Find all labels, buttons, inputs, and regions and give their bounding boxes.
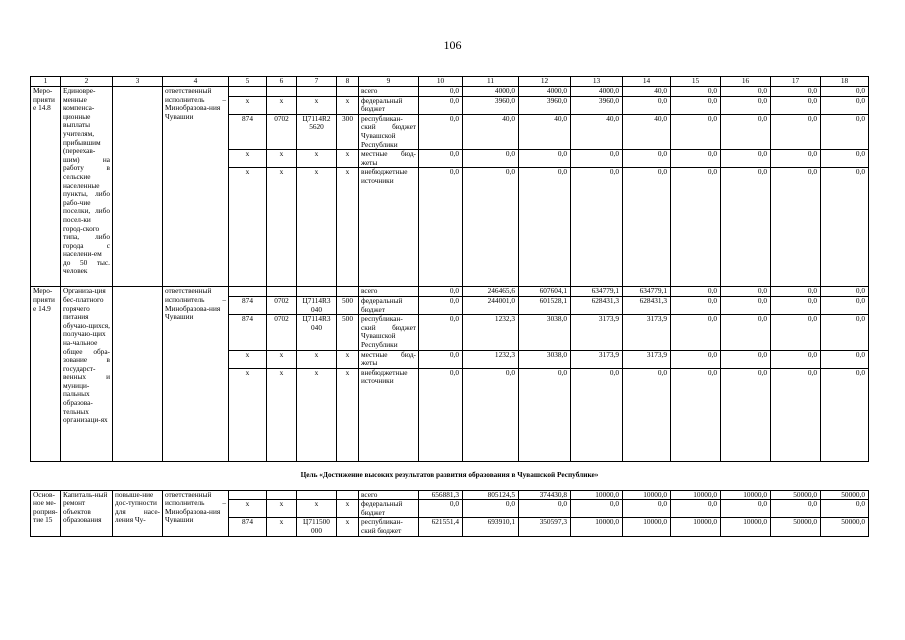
budget-code: x	[229, 368, 267, 461]
column-number: 4	[163, 77, 229, 87]
budget-code: x	[267, 150, 297, 168]
amount-cell: 0,0	[419, 168, 463, 287]
table-row	[31, 490, 869, 500]
funding-source: всего	[359, 87, 419, 97]
column-number: 18	[821, 77, 869, 87]
funding-source: республикан-ский бюджет Чувашской Республики	[359, 114, 419, 149]
budget-code	[267, 287, 297, 297]
column-number: 6	[267, 77, 297, 87]
budget-code: 0702	[267, 315, 297, 350]
measure-executor: ответственный исполнитель – Минобразова-ния Чувашии	[163, 287, 229, 461]
amount-cell: 0,0	[623, 368, 671, 461]
budget-code: x	[229, 350, 267, 368]
amount-cell: 0,0	[671, 368, 721, 461]
column-number: 16	[721, 77, 771, 87]
budget-code: 500	[337, 315, 359, 350]
amount-cell: 0,0	[671, 500, 721, 518]
budget-code: 874	[229, 114, 267, 149]
amount-cell: 0,0	[771, 368, 821, 461]
amount-cell: 0,0	[519, 368, 571, 461]
budget-code: x	[297, 368, 337, 461]
amount-cell: 601528,1	[519, 296, 571, 314]
column-number: 17	[771, 77, 821, 87]
amount-cell: 0,0	[419, 150, 463, 168]
column-number: 2	[61, 77, 113, 87]
amount-cell: 10000,0	[671, 490, 721, 500]
budget-code: Ц7114R3 040	[297, 296, 337, 314]
page-number: 106	[443, 38, 462, 52]
measure-executor: ответственный исполнитель – Минобразова-ния Чувашии	[163, 87, 229, 287]
amount-cell: 4000,0	[519, 87, 571, 97]
amount-cell: 0,0	[671, 296, 721, 314]
budget-code: Ц711500 000	[297, 518, 337, 536]
amount-cell: 0,0	[721, 368, 771, 461]
budget-code: x	[267, 500, 297, 518]
amount-cell: 40,0	[463, 114, 519, 149]
column-number: 8	[337, 77, 359, 87]
amount-cell: 3038,0	[519, 350, 571, 368]
column-number: 7	[297, 77, 337, 87]
amount-cell: 0,0	[771, 296, 821, 314]
amount-cell: 4000,0	[463, 87, 519, 97]
amount-cell: 634779,1	[623, 287, 671, 297]
table-row	[31, 287, 869, 297]
amount-cell: 0,0	[771, 287, 821, 297]
budget-code: x	[337, 96, 359, 114]
funding-source: местные бюд-жеты	[359, 350, 419, 368]
column-number: 11	[463, 77, 519, 87]
budget-code: x	[297, 96, 337, 114]
budget-code: x	[267, 350, 297, 368]
budget-code: 874	[229, 315, 267, 350]
amount-cell: 40,0	[623, 87, 671, 97]
amount-cell: 0,0	[821, 296, 869, 314]
budget-code: x	[229, 168, 267, 287]
measure-label: Основ-ное ме-роприя-тие 15	[31, 490, 61, 536]
budget-code: x	[229, 96, 267, 114]
measure-label: Меро-приятие 14.8	[31, 87, 61, 287]
amount-cell: 0,0	[821, 96, 869, 114]
measure-executor: ответственный исполнитель – Минобразова-ния Чувашии	[163, 490, 229, 536]
amount-cell: 10000,0	[571, 490, 623, 500]
amount-cell: 0,0	[771, 168, 821, 287]
funding-source: республикан-ский бюджет Чувашской Республики	[359, 315, 419, 350]
amount-cell: 10000,0	[623, 518, 671, 536]
budget-code: x	[229, 150, 267, 168]
amount-cell: 1232,3	[463, 350, 519, 368]
goal-heading: Цель «Достижение высоких результатов развития образования в Чувашской Республике»	[31, 461, 869, 490]
budget-code	[297, 87, 337, 97]
amount-cell: 0,0	[623, 500, 671, 518]
amount-cell: 3038,0	[519, 315, 571, 350]
amount-cell: 0,0	[623, 96, 671, 114]
measure-target: повыше-ние дос-тупности для насе-ления Чу-	[113, 490, 163, 536]
amount-cell: 0,0	[419, 287, 463, 297]
budget-code	[337, 87, 359, 97]
amount-cell: 0,0	[771, 150, 821, 168]
amount-cell: 0,0	[623, 150, 671, 168]
amount-cell: 10000,0	[721, 490, 771, 500]
budget-code: 300	[337, 114, 359, 149]
budget-code	[297, 287, 337, 297]
amount-cell: 0,0	[821, 168, 869, 287]
budget-code: 500	[337, 296, 359, 314]
amount-cell: 0,0	[821, 87, 869, 97]
header-row	[31, 77, 869, 87]
budget-code: x	[337, 368, 359, 461]
amount-cell: 0,0	[419, 350, 463, 368]
amount-cell: 10000,0	[571, 518, 623, 536]
funding-source: внебюджетные источники	[359, 368, 419, 461]
budget-code: x	[297, 168, 337, 287]
amount-cell: 0,0	[721, 168, 771, 287]
amount-cell: 50000,0	[771, 518, 821, 536]
budget-code: Ц7114R3 040	[297, 315, 337, 350]
goal-row	[31, 461, 869, 490]
budget-code: x	[337, 500, 359, 518]
amount-cell: 0,0	[571, 150, 623, 168]
amount-cell: 0,0	[419, 296, 463, 314]
amount-cell: 10000,0	[623, 490, 671, 500]
amount-cell: 0,0	[821, 150, 869, 168]
amount-cell: 0,0	[721, 87, 771, 97]
amount-cell: 805124,5	[463, 490, 519, 500]
amount-cell: 0,0	[671, 315, 721, 350]
amount-cell: 628431,3	[623, 296, 671, 314]
funding-source: всего	[359, 287, 419, 297]
budget-code	[267, 490, 297, 500]
amount-cell: 0,0	[721, 96, 771, 114]
measure-label: Меро-приятие 14.9	[31, 287, 61, 461]
amount-cell: 0,0	[463, 168, 519, 287]
amount-cell: 0,0	[419, 87, 463, 97]
column-number: 1	[31, 77, 61, 87]
amount-cell: 0,0	[821, 350, 869, 368]
amount-cell: 0,0	[771, 96, 821, 114]
budget-code: x	[267, 168, 297, 287]
amount-cell: 10000,0	[721, 518, 771, 536]
amount-cell: 50000,0	[821, 490, 869, 500]
amount-cell: 0,0	[419, 500, 463, 518]
amount-cell: 0,0	[463, 368, 519, 461]
column-number: 15	[671, 77, 721, 87]
budget-code: x	[297, 350, 337, 368]
amount-cell: 3173,9	[571, 350, 623, 368]
budget-code: x	[337, 168, 359, 287]
budget-code	[229, 490, 267, 500]
budget-code: x	[337, 150, 359, 168]
column-number: 10	[419, 77, 463, 87]
amount-cell: 4000,0	[571, 87, 623, 97]
amount-cell: 0,0	[419, 368, 463, 461]
amount-cell: 0,0	[419, 315, 463, 350]
budget-table	[30, 76, 869, 537]
budget-code: x	[297, 500, 337, 518]
amount-cell: 3173,9	[623, 350, 671, 368]
column-number: 12	[519, 77, 571, 87]
budget-code	[337, 287, 359, 297]
amount-cell: 0,0	[671, 150, 721, 168]
amount-cell: 0,0	[821, 368, 869, 461]
budget-code: 0702	[267, 114, 297, 149]
budget-code: 874	[229, 296, 267, 314]
amount-cell: 50000,0	[771, 490, 821, 500]
budget-code	[297, 490, 337, 500]
amount-cell: 0,0	[721, 500, 771, 518]
column-number: 9	[359, 77, 419, 87]
amount-cell: 0,0	[419, 96, 463, 114]
amount-cell: 0,0	[721, 287, 771, 297]
budget-code	[337, 490, 359, 500]
column-number: 14	[623, 77, 671, 87]
amount-cell: 0,0	[771, 315, 821, 350]
amount-cell: 0,0	[721, 350, 771, 368]
funding-source: республикан-ский бюджет	[359, 518, 419, 536]
amount-cell: 0,0	[721, 296, 771, 314]
budget-code: Ц7114R2 5620	[297, 114, 337, 149]
amount-cell: 0,0	[571, 168, 623, 287]
amount-cell: 0,0	[821, 287, 869, 297]
amount-cell: 10000,0	[671, 518, 721, 536]
budget-code: 0702	[267, 296, 297, 314]
amount-cell: 40,0	[519, 114, 571, 149]
funding-source: федеральный бюджет	[359, 296, 419, 314]
amount-cell: 0,0	[821, 315, 869, 350]
funding-source: федеральный бюджет	[359, 500, 419, 518]
amount-cell: 3960,0	[463, 96, 519, 114]
amount-cell: 0,0	[419, 114, 463, 149]
amount-cell: 0,0	[671, 287, 721, 297]
amount-cell: 607604,1	[519, 287, 571, 297]
amount-cell: 0,0	[519, 500, 571, 518]
amount-cell: 0,0	[519, 150, 571, 168]
amount-cell: 3173,9	[623, 315, 671, 350]
funding-source: внебюджетные источники	[359, 168, 419, 287]
amount-cell: 0,0	[571, 368, 623, 461]
budget-code	[229, 87, 267, 97]
table-row	[31, 87, 869, 97]
budget-code: x	[337, 350, 359, 368]
amount-cell: 0,0	[571, 500, 623, 518]
funding-source: всего	[359, 490, 419, 500]
amount-cell: 0,0	[671, 114, 721, 149]
amount-cell: 0,0	[463, 500, 519, 518]
budget-code: x	[337, 518, 359, 536]
measure-name: Организа-ция бес-платного горячего питания обучаю-щихся, получаю-щих на-чальное общее обра-зование в государст-венных и муници-пальных образова-тельных организаци-ях	[61, 287, 113, 461]
budget-code: x	[267, 368, 297, 461]
measure-target	[113, 287, 163, 461]
amount-cell: 246465,6	[463, 287, 519, 297]
amount-cell: 40,0	[623, 114, 671, 149]
amount-cell: 1232,3	[463, 315, 519, 350]
amount-cell: 3960,0	[519, 96, 571, 114]
amount-cell: 0,0	[671, 350, 721, 368]
amount-cell: 0,0	[721, 150, 771, 168]
amount-cell: 374430,8	[519, 490, 571, 500]
budget-code	[229, 287, 267, 297]
amount-cell: 3173,9	[571, 315, 623, 350]
measure-name: Капиталь-ный ремонт объектов образования	[61, 490, 113, 536]
budget-code	[267, 87, 297, 97]
amount-cell: 621551,4	[419, 518, 463, 536]
amount-cell: 0,0	[771, 500, 821, 518]
budget-code: x	[297, 150, 337, 168]
column-number: 3	[113, 77, 163, 87]
column-number: 5	[229, 77, 267, 87]
budget-code: x	[267, 96, 297, 114]
amount-cell: 0,0	[623, 168, 671, 287]
budget-code: 874	[229, 518, 267, 536]
amount-cell: 244001,0	[463, 296, 519, 314]
amount-cell: 0,0	[671, 168, 721, 287]
amount-cell: 0,0	[671, 87, 721, 97]
amount-cell: 0,0	[721, 114, 771, 149]
funding-source: местные бюд-жеты	[359, 150, 419, 168]
measure-target	[113, 87, 163, 287]
measure-name: Единовре-менные компенса-ционные выплаты учителям, прибывшим (переехав-шим) на работу в сельские населенные пункты, либо рабо-чие поселки, либо посел-ки город-ского типа, либо города с населени-ем до 50 тыс. человек	[61, 87, 113, 287]
amount-cell: 40,0	[571, 114, 623, 149]
amount-cell: 3960,0	[571, 96, 623, 114]
amount-cell: 634779,1	[571, 287, 623, 297]
amount-cell: 0,0	[463, 150, 519, 168]
amount-cell: 0,0	[671, 96, 721, 114]
amount-cell: 628431,3	[571, 296, 623, 314]
amount-cell: 350597,3	[519, 518, 571, 536]
budget-code: x	[229, 500, 267, 518]
amount-cell: 0,0	[721, 315, 771, 350]
amount-cell: 50000,0	[821, 518, 869, 536]
funding-source: федеральный бюджет	[359, 96, 419, 114]
budget-code: x	[267, 518, 297, 536]
amount-cell: 0,0	[771, 87, 821, 97]
amount-cell: 0,0	[771, 350, 821, 368]
column-number: 13	[571, 77, 623, 87]
amount-cell: 0,0	[771, 114, 821, 149]
amount-cell: 0,0	[821, 500, 869, 518]
amount-cell: 0,0	[519, 168, 571, 287]
amount-cell: 0,0	[821, 114, 869, 149]
amount-cell: 656881,3	[419, 490, 463, 500]
amount-cell: 693910,1	[463, 518, 519, 536]
